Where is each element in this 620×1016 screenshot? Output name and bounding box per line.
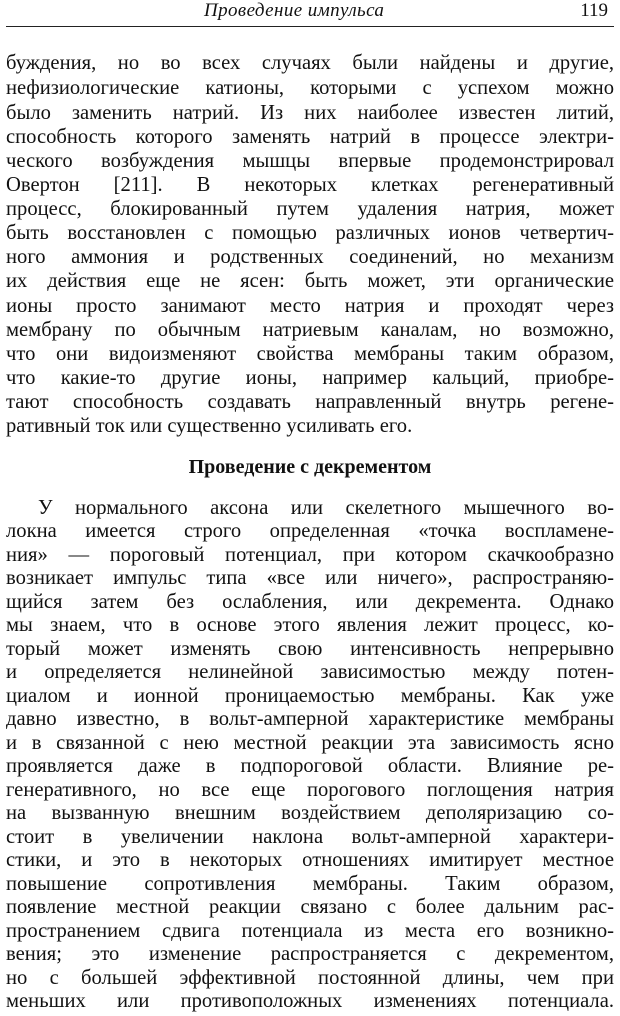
text-line: и определяется нелинейной зависимостью между потен- xyxy=(6,661,614,683)
text-line: появление местной реакции связано с более дальним рас- xyxy=(6,896,614,918)
text-line: циалом и ионной проницаемостью мембраны. Как уже xyxy=(6,685,614,707)
text-line: способность которого заменять натрий в процессе электри- xyxy=(6,126,614,148)
text-line: проявляется даже в подпороговой области. Влияние ре- xyxy=(6,755,614,777)
text-line: Овертон [211]. В некоторых клетках регенеративный xyxy=(6,174,614,196)
text-line: процесс, блокированный путем удаления натрия, может xyxy=(6,198,614,220)
text-line: возникает импульс типа «все или ничего», распространяю- xyxy=(6,567,614,589)
text-line: давно известно, в вольт-амперной характеристике мембраны xyxy=(6,708,614,730)
text-line: ния» — пороговый потенциал, при котором скачкообразно xyxy=(6,544,614,566)
text-line: ионы просто занимают место натрия и проходят через xyxy=(6,295,614,317)
text-line: что какие-то другие ионы, например кальций, приобре- xyxy=(6,367,614,389)
text-line: локна имеется строго определенная «точка воспламене- xyxy=(6,520,614,542)
page-number: 119 xyxy=(580,0,608,21)
text-line: вения; это изменение распространяется с декрементом, xyxy=(6,943,614,965)
running-title: Проведение импульса xyxy=(204,0,385,21)
text-line: что они видоизменяют свойства мембраны таким образом, xyxy=(6,343,614,365)
text-line: торый может изменять свою интенсивность непрерывно xyxy=(6,638,614,660)
text-line: быть восстановлен с помощью различных ионов четвертич- xyxy=(6,222,614,244)
text-line: но с большей эффективной постоянной длины, чем при xyxy=(6,967,614,989)
text-line: генеративного, но все еще порогового поглощения натрия xyxy=(6,779,614,801)
text-line: пространением сдвига потенциала из места его возникно- xyxy=(6,920,614,942)
section-heading: Проведение с декрементом xyxy=(188,456,432,478)
text-line: повышение сопротивления мембраны. Таким образом, xyxy=(6,873,614,895)
text-line: мы знаем, что в основе этого явления лежит процесс, ко- xyxy=(6,614,614,636)
text-line: нефизиологические катионы, которыми с успехом можно xyxy=(6,77,614,99)
header-rule xyxy=(6,26,614,27)
text-line: и в связанной с нею местной реакции эта зависимость ясно xyxy=(6,732,614,754)
text-line: на вызванную внешним воздействием деполяризацию со- xyxy=(6,802,614,824)
text-line: буждения, но во всех случаях были найдены и другие, xyxy=(6,52,614,74)
text-line: У нормального аксона или скелетного мышечного во- xyxy=(38,497,614,519)
text-line: было заменить натрий. Из них наиболее известен литий, xyxy=(6,102,614,124)
text-line: ративный ток или существенно усиливать его. xyxy=(6,415,413,437)
text-line: щийся затем без ослабления, или декремента. Однако xyxy=(6,591,614,613)
text-line: их действия еще не ясен: быть может, эти органические xyxy=(6,270,614,292)
text-line: ческого возбуждения мышцы впервые продемонстрировал xyxy=(6,150,614,172)
text-line: меньших или противоположных изменениях потенциала. xyxy=(6,990,614,1012)
text-line: стики, и это в некоторых отношениях имитирует местное xyxy=(6,849,614,871)
running-header xyxy=(6,0,614,26)
text-line: тают способность создавать направленный внутрь регене- xyxy=(6,391,614,413)
text-line: стоит в увеличении наклона вольт-амперной характери- xyxy=(6,826,614,848)
text-line: ного аммония и родственных соединений, но механизм xyxy=(6,246,614,268)
text-line: мембрану по обычным натриевым каналам, но возможно, xyxy=(6,319,614,341)
